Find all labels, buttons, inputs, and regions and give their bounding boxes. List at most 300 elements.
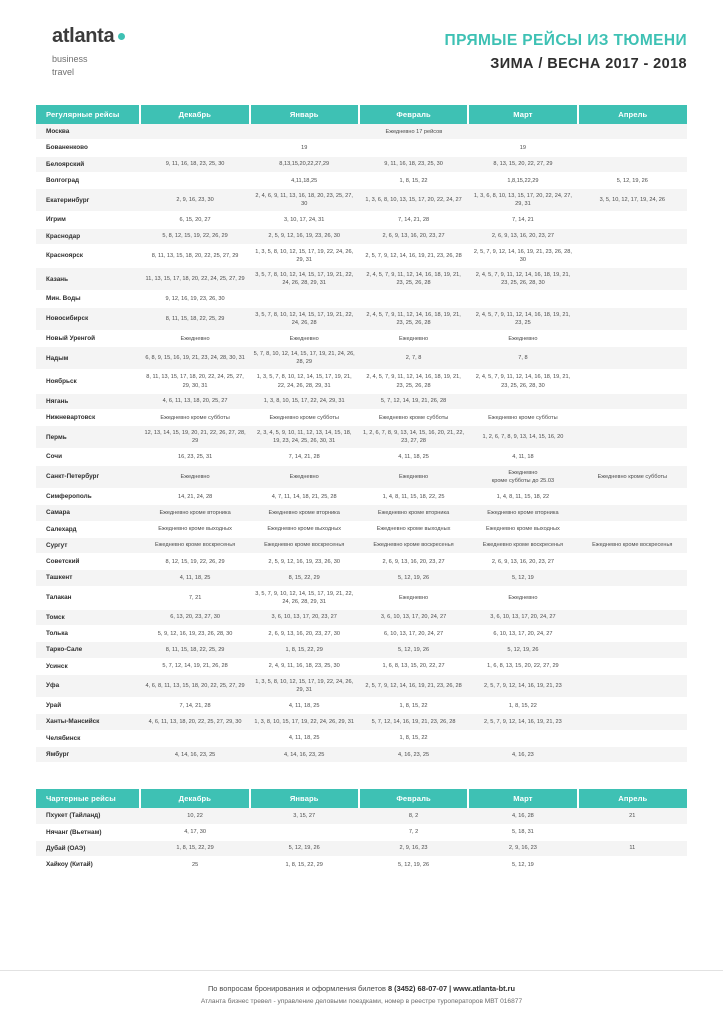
regular-cell-2-3: 8, 13, 15, 20, 22, 27, 29: [468, 156, 577, 172]
charter-table-header: [36, 789, 687, 808]
charter-cell-1-2: 7, 2: [359, 824, 468, 840]
regular-cell-31-1: 4, 11, 18, 25: [250, 698, 359, 714]
table-row: [36, 730, 687, 746]
regular-cell-9-4: [578, 291, 687, 307]
regular-cell-14-3: [468, 393, 577, 409]
regular-cell-5-4: [578, 212, 687, 228]
table-row: [36, 554, 687, 570]
regular-cell-22-4: Ежедневно кроме воскресенья: [578, 537, 687, 553]
regular-city-21: Салехард: [36, 521, 140, 537]
regular-city-11: Новый Уренгой: [36, 330, 140, 346]
charter-city-3: Хайкоу (Китай): [36, 857, 140, 873]
page-subtitle: ЗИМА / ВЕСНА 2017 - 2018: [490, 56, 687, 72]
charter-cell-0-0: 10, 22: [140, 808, 249, 824]
charter-cell-3-2: 5, 12, 19, 26: [359, 857, 468, 873]
table-row: [36, 426, 687, 449]
regular-cell-1-4: [578, 140, 687, 156]
table-row: [36, 124, 687, 140]
regular-cell-5-1: 3, 10, 17, 24, 31: [250, 212, 359, 228]
regular-cell-17-3: 4, 11, 18: [468, 449, 577, 465]
table-row: [36, 674, 687, 697]
charter-col-5: Апрель: [578, 789, 687, 808]
table-row: [36, 330, 687, 346]
regular-city-23: Советский: [36, 554, 140, 570]
brand-tagline: business travel: [52, 54, 88, 78]
regular-cell-26-1: 3, 6, 10, 13, 17, 20, 23, 27: [250, 609, 359, 625]
charter-cell-2-2: 2, 9, 16, 23: [359, 840, 468, 856]
charter-cell-2-4: 11: [578, 840, 687, 856]
table-row: [36, 307, 687, 330]
regular-cell-16-1: 2, 3, 4, 5, 9, 10, 11, 12, 13, 14, 15, 18, 19, 23, 24, 25, 26, 30, 31: [250, 426, 359, 449]
regular-cell-27-0: 5, 9, 12, 16, 19, 23, 26, 28, 30: [140, 626, 249, 642]
regular-cell-28-0: 8, 11, 15, 18, 22, 25, 29: [140, 642, 249, 658]
regular-cell-29-1: 2, 4, 9, 11, 16, 18, 23, 25, 30: [250, 658, 359, 674]
table-row: [36, 268, 687, 291]
regular-cell-18-2: Ежедневно: [359, 465, 468, 488]
regular-city-4: Екатеринбург: [36, 189, 140, 212]
tables-container: [0, 105, 723, 873]
charter-cell-0-2: 8, 2: [359, 808, 468, 824]
regular-city-7: Красноярск: [36, 245, 140, 268]
regular-cell-20-2: Ежедневно кроме вторника: [359, 505, 468, 521]
regular-cell-9-3: [468, 291, 577, 307]
regular-cell-34-2: 4, 16, 23, 25: [359, 747, 468, 763]
page-header: [0, 0, 723, 79]
regular-city-29: Усинск: [36, 658, 140, 674]
regular-city-15: Нижневартовск: [36, 409, 140, 425]
regular-city-5: Игрим: [36, 212, 140, 228]
regular-cell-26-4: [578, 609, 687, 625]
regular-cell-32-4: [578, 714, 687, 730]
regular-cell-28-2: 5, 12, 19, 26: [359, 642, 468, 658]
charter-table-body: [36, 808, 687, 873]
page-title: ПРЯМЫЕ РЕЙСЫ ИЗ ТЮМЕНИ: [444, 32, 687, 49]
regular-cell-4-1: 2, 4, 6, 9, 11, 13, 16, 18, 20, 23, 25, 27, 30: [250, 189, 359, 212]
regular-cell-31-0: 7, 14, 21, 28: [140, 698, 249, 714]
charter-cell-1-0: 4, 17, 30: [140, 824, 249, 840]
table-row: [36, 465, 687, 488]
regular-cell-10-2: 2, 4, 5, 7, 9, 11, 12, 14, 16, 18, 19, 21, 23, 25, 26, 28: [359, 307, 468, 330]
table-row: [36, 808, 687, 824]
regular-cell-19-2: 1, 4, 8, 11, 15, 18, 22, 25: [359, 488, 468, 504]
regular-cell-20-1: Ежедневно кроме вторника: [250, 505, 359, 521]
regular-cell-17-1: 7, 14, 21, 28: [250, 449, 359, 465]
regular-cell-1-3: 19: [468, 140, 577, 156]
regular-cell-19-3: 1, 4, 8, 11, 15, 18, 22: [468, 488, 577, 504]
regular-cell-6-3: 2, 6, 9, 13, 16, 20, 23, 27: [468, 228, 577, 244]
regular-cell-6-2: 2, 6, 9, 13, 16, 20, 23, 27: [359, 228, 468, 244]
regular-cell-12-2: 2, 7, 8: [359, 347, 468, 370]
table-row: [36, 521, 687, 537]
brand-dot-icon: [118, 33, 125, 40]
regular-cell-10-3: 2, 4, 5, 7, 9, 11, 12, 14, 16, 18, 19, 21, 23, 25: [468, 307, 577, 330]
regular-cell-25-1: 3, 5, 7, 9, 10, 12, 14, 15, 17, 19, 21, 22, 24, 26, 28, 29, 31: [250, 586, 359, 609]
regular-cell-4-0: 2, 9, 16, 23, 30: [140, 189, 249, 212]
table-row: [36, 347, 687, 370]
regular-cell-5-3: 7, 14, 21: [468, 212, 577, 228]
regular-cell-13-3: 2, 4, 5, 7, 9, 11, 12, 14, 16, 18, 19, 21, 23, 25, 26, 28, 30: [468, 370, 577, 393]
regular-city-31: Урай: [36, 698, 140, 714]
regular-cell-17-0: 16, 23, 25, 31: [140, 449, 249, 465]
regular-cell-31-3: 1, 8, 15, 22: [468, 698, 577, 714]
table-row: [36, 840, 687, 856]
regular-city-20: Самара: [36, 505, 140, 521]
regular-cell-13-2: 2, 4, 5, 7, 9, 11, 12, 14, 16, 18, 19, 21, 23, 25, 26, 28: [359, 370, 468, 393]
regular-cell-31-2: 1, 8, 15, 22: [359, 698, 468, 714]
regular-cell-25-3: Ежедневно: [468, 586, 577, 609]
regular-cell-34-0: 4, 14, 16, 23, 25: [140, 747, 249, 763]
regular-cell-20-4: [578, 505, 687, 521]
regular-cell-33-3: [468, 730, 577, 746]
table-row: [36, 370, 687, 393]
regular-cell-8-3: 2, 4, 5, 7, 9, 11, 12, 14, 16, 18, 19, 21, 23, 25, 26, 28, 30: [468, 268, 577, 291]
regular-cell-18-4: Ежедневно кроме субботы: [578, 465, 687, 488]
charter-city-2: Дубай (ОАЭ): [36, 840, 140, 856]
regular-cell-8-1: 3, 5, 7, 8, 10, 12, 14, 15, 17, 19, 21, 22, 24, 26, 28, 29, 31: [250, 268, 359, 291]
regular-cell-22-1: Ежедневно кроме воскресенья: [250, 537, 359, 553]
regular-cell-24-2: 5, 12, 19, 26: [359, 570, 468, 586]
regular-cell-7-3: 2, 5, 7, 9, 12, 14, 16, 19, 21, 23, 26, 28, 30: [468, 245, 577, 268]
regular-cell-4-3: 1, 3, 6, 8, 10, 13, 15, 17, 20, 22, 24, 27, 29, 31: [468, 189, 577, 212]
regular-col-2: Январь: [250, 105, 359, 124]
regular-cell-29-3: 1, 6, 8, 13, 15, 20, 22, 27, 29: [468, 658, 577, 674]
table-row: [36, 857, 687, 873]
regular-city-22: Сургут: [36, 537, 140, 553]
regular-cell-17-4: [578, 449, 687, 465]
table-row: [36, 714, 687, 730]
regular-col-4: Март: [468, 105, 577, 124]
table-row: [36, 245, 687, 268]
table-row: [36, 291, 687, 307]
regular-cell-8-4: [578, 268, 687, 291]
regular-city-24: Ташкент: [36, 570, 140, 586]
regular-cell-31-4: [578, 698, 687, 714]
charter-col-1: Декабрь: [140, 789, 249, 808]
regular-cell-6-0: 5, 8, 12, 15, 19, 22, 26, 29: [140, 228, 249, 244]
regular-cell-25-0: 7, 21: [140, 586, 249, 609]
regular-cell-26-2: 3, 6, 10, 13, 17, 20, 24, 27: [359, 609, 468, 625]
regular-flights-table: [36, 105, 687, 763]
regular-cell-28-4: [578, 642, 687, 658]
regular-cell-13-4: [578, 370, 687, 393]
table-row: [36, 658, 687, 674]
table-row: [36, 824, 687, 840]
regular-cell-3-2: 1, 8, 15, 22: [359, 172, 468, 188]
regular-city-12: Надым: [36, 347, 140, 370]
regular-cell-3-0: [140, 172, 249, 188]
regular-city-1: Бованенково: [36, 140, 140, 156]
charter-col-0: Чартерные рейсы: [36, 789, 140, 808]
regular-cell-34-1: 4, 14, 16, 23, 25: [250, 747, 359, 763]
regular-cell-27-1: 2, 6, 9, 13, 16, 20, 23, 27, 30: [250, 626, 359, 642]
regular-cell-33-1: 4, 11, 18, 25: [250, 730, 359, 746]
regular-cell-24-4: [578, 570, 687, 586]
regular-cell-34-4: [578, 747, 687, 763]
regular-cell-13-0: 8, 11, 13, 15, 17, 18, 20, 22, 24, 25, 27, 29, 30, 31: [140, 370, 249, 393]
regular-cell-27-4: [578, 626, 687, 642]
table-row: [36, 189, 687, 212]
regular-cell-17-2: 4, 11, 18, 25: [359, 449, 468, 465]
regular-cell-5-2: 7, 14, 21, 28: [359, 212, 468, 228]
regular-city-26: Томск: [36, 609, 140, 625]
regular-city-25: Талакан: [36, 586, 140, 609]
regular-cell-2-1: 8,13,15,20,22,27,29: [250, 156, 359, 172]
regular-cell-15-0: Ежедневно кроме субботы: [140, 409, 249, 425]
regular-cell-3-1: 4,11,18,25: [250, 172, 359, 188]
footer-legal-line: Атланта бизнес тревел - управление деловыми поездками, номер в реестре туроператоров МВТ 016877: [200, 998, 523, 1005]
regular-cell-0-span: Ежедневно 17 рейсов: [140, 124, 687, 140]
table-row: [36, 537, 687, 553]
regular-city-18: Санкт-Петербург: [36, 465, 140, 488]
table-row: [36, 488, 687, 504]
page-footer: [0, 970, 723, 1024]
regular-cell-24-1: 8, 15, 22, 29: [250, 570, 359, 586]
regular-city-34: Ямбург: [36, 747, 140, 763]
regular-cell-15-2: Ежедневно кроме субботы: [359, 409, 468, 425]
regular-cell-30-0: 4, 6, 8, 11, 13, 15, 18, 20, 22, 25, 27, 29: [140, 674, 249, 697]
charter-cell-1-4: [578, 824, 687, 840]
charter-cell-3-1: 1, 8, 15, 22, 29: [250, 857, 359, 873]
regular-city-30: Уфа: [36, 674, 140, 697]
regular-cell-33-0: [140, 730, 249, 746]
title-block: [445, 26, 687, 72]
regular-cell-33-2: 1, 8, 15, 22: [359, 730, 468, 746]
regular-col-5: Апрель: [578, 105, 687, 124]
regular-cell-9-0: 9, 12, 16, 19, 23, 26, 30: [140, 291, 249, 307]
regular-city-27: Толька: [36, 626, 140, 642]
charter-cell-1-1: [250, 824, 359, 840]
footer-contact-line: [0, 984, 723, 993]
regular-cell-1-0: [140, 140, 249, 156]
regular-cell-14-1: 1, 3, 8, 10, 15, 17, 22, 24, 29, 31: [250, 393, 359, 409]
table-row: [36, 747, 687, 763]
regular-cell-23-3: 2, 6, 9, 13, 16, 20, 23, 27: [468, 554, 577, 570]
brand-logo: [52, 26, 125, 79]
regular-city-10: Новосибирск: [36, 307, 140, 330]
regular-cell-1-1: 19: [250, 140, 359, 156]
regular-cell-14-2: 5, 7, 12, 14, 19, 21, 26, 28: [359, 393, 468, 409]
charter-col-2: Январь: [250, 789, 359, 808]
regular-cell-11-2: Ежедневно: [359, 330, 468, 346]
footer-contact-prefix: По вопросам бронирования и оформления билетов: [207, 984, 388, 993]
regular-cell-14-4: [578, 393, 687, 409]
regular-city-9: Мин. Воды: [36, 291, 140, 307]
regular-cell-21-0: Ежедневно кроме выходных: [140, 521, 249, 537]
table-row: [36, 172, 687, 188]
regular-city-33: Челябинск: [36, 730, 140, 746]
regular-cell-33-4: [578, 730, 687, 746]
table-row: [36, 449, 687, 465]
regular-cell-13-1: 1, 3, 5, 7, 8, 10, 12, 14, 15, 17, 19, 21, 22, 24, 26, 28, 29, 31: [250, 370, 359, 393]
regular-cell-30-1: 1, 3, 5, 8, 10, 12, 15, 17, 19, 22, 24, 26, 29, 31: [250, 674, 359, 697]
regular-cell-15-4: [578, 409, 687, 425]
regular-cell-23-1: 2, 5, 9, 12, 16, 19, 23, 26, 30: [250, 554, 359, 570]
regular-cell-11-3: Ежедневно: [468, 330, 577, 346]
regular-col-3: Февраль: [359, 105, 468, 124]
table-row: [36, 586, 687, 609]
regular-city-0: Москва: [36, 124, 140, 140]
regular-cell-15-1: Ежедневно кроме субботы: [250, 409, 359, 425]
charter-cell-2-0: 1, 8, 15, 22, 29: [140, 840, 249, 856]
regular-cell-4-4: 3, 5, 10, 12, 17, 19, 24, 26: [578, 189, 687, 212]
regular-cell-32-0: 4, 6, 11, 13, 18, 20, 22, 25, 27, 29, 30: [140, 714, 249, 730]
charter-city-1: Нячанг (Вьетнам): [36, 824, 140, 840]
charter-cell-2-3: 2, 9, 16, 23: [468, 840, 577, 856]
regular-cell-24-3: 5, 12, 19: [468, 570, 577, 586]
charter-cell-3-3: 5, 12, 19: [468, 857, 577, 873]
regular-city-6: Краснодар: [36, 228, 140, 244]
charter-cell-0-3: 4, 16, 28: [468, 808, 577, 824]
regular-cell-32-2: 5, 7, 12, 14, 16, 19, 21, 23, 26, 28: [359, 714, 468, 730]
regular-cell-18-3: Ежедневно кроме субботы до 25.03: [468, 465, 577, 488]
regular-cell-2-0: 9, 11, 16, 18, 23, 25, 30: [140, 156, 249, 172]
regular-cell-23-0: 8, 12, 15, 19, 22, 26, 29: [140, 554, 249, 570]
regular-city-13: Ноябрьск: [36, 370, 140, 393]
regular-table-header: [36, 105, 687, 124]
table-row: [36, 212, 687, 228]
regular-cell-6-1: 2, 5, 9, 12, 16, 19, 23, 26, 30: [250, 228, 359, 244]
regular-cell-7-1: 1, 3, 5, 8, 10, 12, 15, 17, 19, 22, 24, 26, 29, 31: [250, 245, 359, 268]
table-row: [36, 409, 687, 425]
regular-cell-10-0: 8, 11, 15, 18, 22, 25, 29: [140, 307, 249, 330]
regular-cell-21-4: [578, 521, 687, 537]
regular-cell-12-0: 6, 8, 9, 15, 16, 19, 21, 23, 24, 28, 30, 31: [140, 347, 249, 370]
regular-city-2: Белоярский: [36, 156, 140, 172]
regular-city-17: Сочи: [36, 449, 140, 465]
regular-cell-23-2: 2, 6, 9, 13, 16, 20, 23, 27: [359, 554, 468, 570]
regular-cell-21-3: Ежедневно кроме выходных: [468, 521, 577, 537]
regular-city-28: Тарко-Сале: [36, 642, 140, 658]
regular-cell-18-1: Ежедневно: [250, 465, 359, 488]
regular-cell-29-4: [578, 658, 687, 674]
regular-cell-11-4: [578, 330, 687, 346]
regular-cell-12-4: [578, 347, 687, 370]
regular-cell-23-4: [578, 554, 687, 570]
regular-cell-2-2: 9, 11, 16, 18, 23, 25, 30: [359, 156, 468, 172]
regular-cell-30-2: 2, 5, 7, 9, 12, 14, 16, 19, 21, 23, 26, 28: [359, 674, 468, 697]
regular-cell-15-3: Ежедневно кроме субботы: [468, 409, 577, 425]
regular-col-1: Декабрь: [140, 105, 249, 124]
charter-cell-1-3: 5, 18, 31: [468, 824, 577, 840]
regular-cell-9-2: [359, 291, 468, 307]
table-row: [36, 609, 687, 625]
regular-cell-7-2: 2, 5, 7, 9, 12, 14, 16, 19, 21, 23, 26, 28: [359, 245, 468, 268]
regular-cell-11-1: Ежедневно: [250, 330, 359, 346]
charter-cell-3-0: 25: [140, 857, 249, 873]
charter-flights-table: [36, 789, 687, 873]
charter-cell-2-1: 5, 12, 19, 26: [250, 840, 359, 856]
regular-cell-16-3: 1, 2, 6, 7, 8, 9, 13, 14, 15, 16, 20: [468, 426, 577, 449]
regular-cell-4-2: 1, 3, 6, 8, 10, 13, 15, 17, 20, 22, 24, 27: [359, 189, 468, 212]
regular-cell-34-3: 4, 16, 23: [468, 747, 577, 763]
regular-cell-25-4: [578, 586, 687, 609]
charter-cell-0-4: 21: [578, 808, 687, 824]
regular-cell-28-1: 1, 8, 15, 22, 29: [250, 642, 359, 658]
regular-city-3: Волгоград: [36, 172, 140, 188]
regular-cell-11-0: Ежедневно: [140, 330, 249, 346]
regular-cell-10-1: 3, 5, 7, 8, 10, 12, 14, 15, 17, 19, 21, 22, 24, 26, 28: [250, 307, 359, 330]
regular-cell-22-0: Ежедневно кроме воскресенья: [140, 537, 249, 553]
regular-cell-30-3: 2, 5, 7, 9, 12, 14, 16, 19, 21, 23: [468, 674, 577, 697]
regular-cell-10-4: [578, 307, 687, 330]
regular-table-body: [36, 124, 687, 763]
regular-cell-20-3: Ежедневно кроме вторника: [468, 505, 577, 521]
regular-cell-29-0: 5, 7, 12, 14, 19, 21, 26, 28: [140, 658, 249, 674]
regular-cell-12-3: 7, 8: [468, 347, 577, 370]
charter-city-0: Пхукет (Тайланд): [36, 808, 140, 824]
table-row: [36, 626, 687, 642]
table-row: [36, 393, 687, 409]
brand-name: atlanta: [52, 25, 115, 47]
regular-city-19: Симферополь: [36, 488, 140, 504]
regular-cell-16-2: 1, 2, 6, 7, 8, 9, 13, 14, 15, 16, 20, 21, 22, 23, 27, 28: [359, 426, 468, 449]
table-row: [36, 642, 687, 658]
regular-cell-5-0: 6, 15, 20, 27: [140, 212, 249, 228]
table-row: [36, 156, 687, 172]
regular-cell-6-4: [578, 228, 687, 244]
charter-col-3: Февраль: [359, 789, 468, 808]
regular-col-0: Регулярные рейсы: [36, 105, 140, 124]
regular-city-14: Нягань: [36, 393, 140, 409]
regular-cell-16-0: 12, 13, 14, 15, 19, 20, 21, 22, 26, 27, 28, 29: [140, 426, 249, 449]
regular-cell-20-0: Ежедневно кроме вторника: [140, 505, 249, 521]
regular-cell-32-1: 1, 3, 8, 10, 15, 17, 19, 22, 24, 26, 29, 31: [250, 714, 359, 730]
table-row: [36, 698, 687, 714]
regular-cell-21-1: Ежедневно кроме выходных: [250, 521, 359, 537]
regular-cell-24-0: 4, 11, 18, 25: [140, 570, 249, 586]
regular-cell-16-4: [578, 426, 687, 449]
regular-cell-28-3: 5, 12, 19, 26: [468, 642, 577, 658]
charter-cell-3-4: [578, 857, 687, 873]
regular-cell-26-0: 6, 13, 20, 23, 27, 30: [140, 609, 249, 625]
table-row: [36, 505, 687, 521]
table-row: [36, 570, 687, 586]
regular-city-32: Ханты-Мансийск: [36, 714, 140, 730]
footer-contact-value[interactable]: 8 (3452) 68-07-07 | www.atlanta-bt.ru: [387, 984, 516, 993]
regular-cell-19-1: 4, 7, 11, 14, 18, 21, 25, 28: [250, 488, 359, 504]
regular-city-16: Пермь: [36, 426, 140, 449]
regular-cell-2-4: [578, 156, 687, 172]
regular-cell-14-0: 4, 6, 11, 13, 18, 20, 25, 27: [140, 393, 249, 409]
regular-cell-12-1: 5, 7, 8, 10, 12, 14, 15, 17, 19, 21, 24, 26, 28, 29: [250, 347, 359, 370]
regular-cell-8-2: 2, 4, 5, 7, 9, 11, 12, 14, 16, 18, 19, 21, 23, 25, 26, 28: [359, 268, 468, 291]
regular-city-8: Казань: [36, 268, 140, 291]
regular-cell-26-3: 3, 6, 10, 13, 17, 20, 24, 27: [468, 609, 577, 625]
regular-cell-18-0: Ежедневно: [140, 465, 249, 488]
regular-cell-22-2: Ежедневно кроме воскресенья: [359, 537, 468, 553]
regular-cell-25-2: Ежедневно: [359, 586, 468, 609]
regular-cell-8-0: 11, 13, 15, 17, 18, 20, 22, 24, 25, 27, 29: [140, 268, 249, 291]
regular-cell-30-4: [578, 674, 687, 697]
regular-cell-19-0: 14, 21, 24, 28: [140, 488, 249, 504]
regular-cell-29-2: 1, 6, 8, 13, 15, 20, 22, 27: [359, 658, 468, 674]
table-row: [36, 228, 687, 244]
regular-cell-3-3: 1,8,15,22,29: [468, 172, 577, 188]
regular-cell-27-3: 6, 10, 13, 17, 20, 24, 27: [468, 626, 577, 642]
regular-cell-7-4: [578, 245, 687, 268]
regular-cell-32-3: 2, 5, 7, 9, 12, 14, 16, 19, 21, 23: [468, 714, 577, 730]
regular-cell-3-4: 5, 12, 19, 26: [578, 172, 687, 188]
regular-cell-1-2: [359, 140, 468, 156]
charter-col-4: Март: [468, 789, 577, 808]
regular-cell-27-2: 6, 10, 13, 17, 20, 24, 27: [359, 626, 468, 642]
regular-cell-21-2: Ежедневно кроме выходных: [359, 521, 468, 537]
regular-cell-7-0: 8, 11, 13, 15, 18, 20, 22, 25, 27, 29: [140, 245, 249, 268]
table-row: [36, 140, 687, 156]
regular-cell-19-4: [578, 488, 687, 504]
charter-cell-0-1: 3, 15, 27: [250, 808, 359, 824]
regular-cell-22-3: Ежедневно кроме воскресенья: [468, 537, 577, 553]
